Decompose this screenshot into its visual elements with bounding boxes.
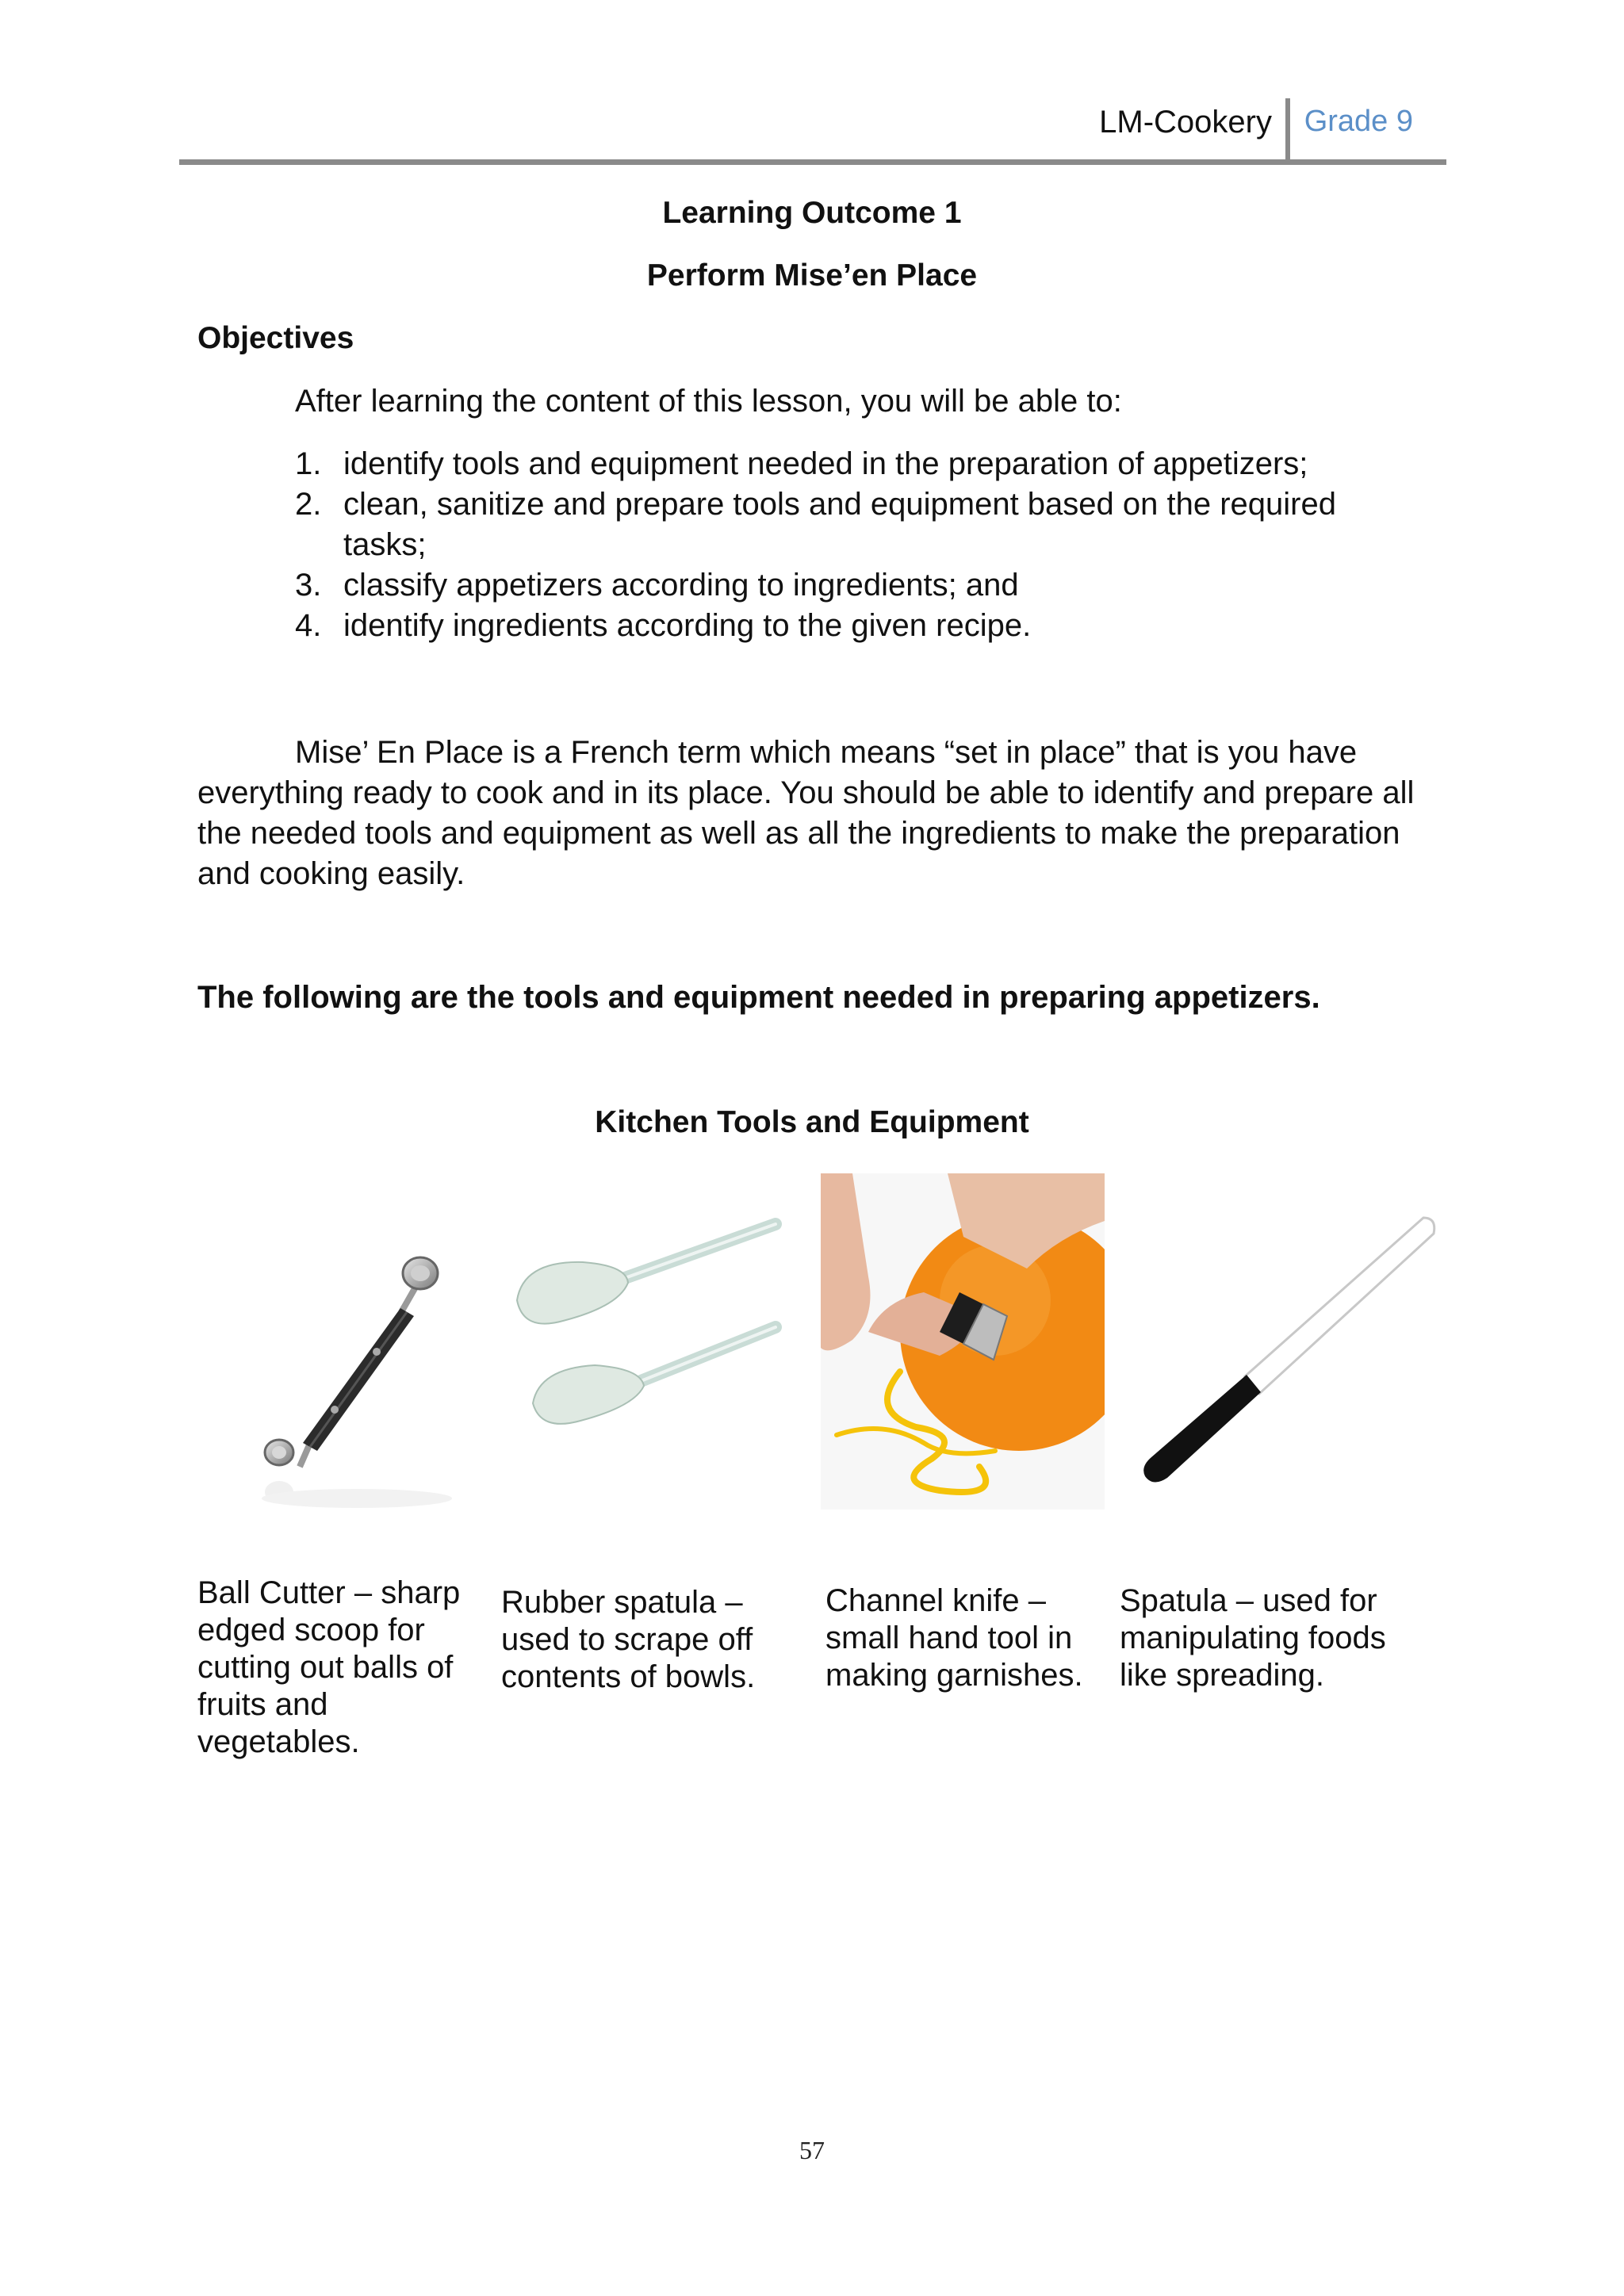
objective-item [295, 484, 1421, 565]
page-number: 57 [799, 2136, 825, 2164]
rubber-spatula-caption: Rubber spatula – used to scrape off contents of bowls. [501, 1585, 756, 1694]
page-header [179, 94, 1446, 165]
spatula-icon [1126, 1205, 1443, 1490]
tools-heading: The following are the tools and equipment needed in preparing appetizers. [197, 980, 1320, 1015]
outcome-title: Learning Outcome 1 [662, 196, 962, 230]
objectives-heading: Objectives [197, 321, 354, 355]
objective-text: identify tools and equipment needed in the preparation of appetizers; [343, 446, 1308, 481]
outcome-subtitle: Perform Mise’en Place [646, 258, 978, 293]
rubber-spatula-icon [508, 1213, 793, 1451]
objective-text: classify appetizers according to ingredients; and [343, 568, 1019, 603]
spatula-caption: Spatula – used for manipulating foods like spreading. [1120, 1583, 1386, 1693]
objective-item [295, 606, 1421, 646]
header-divider [1285, 98, 1290, 160]
objectives-intro: After learning the content of this lesson, you will be able to: [295, 384, 1122, 419]
objective-item [295, 565, 1421, 606]
objective-number: 3. [295, 568, 322, 603]
mise-en-place-paragraph: Mise’ En Place is a French term which means “set in place” that is you have everything ready to cook and in its place. You should be able to identify and prepare all the needed tools and equipment as well as all the ingredients to make the preparation and cooking easily. [197, 735, 1415, 891]
header-subject: LM-Cookery [1099, 105, 1272, 140]
ball-cutter-caption: Ball Cutter – sharp edged scoop for cutting out balls of fruits and vegetables. [197, 1575, 461, 1759]
header-grade: Grade 9 [1304, 105, 1413, 138]
channel-knife-caption: Channel knife – small hand tool in making garnishes. [825, 1583, 1083, 1693]
header-rule [179, 159, 1446, 165]
objective-text: identify ingredients according to the given recipe. [343, 608, 1032, 643]
objective-number: 4. [295, 608, 322, 643]
objective-text: clean, sanitize and prepare tools and equipment based on the required tasks; [343, 487, 1336, 562]
channel-knife-icon [821, 1173, 1105, 1510]
objective-number: 2. [295, 487, 322, 522]
objective-item [295, 444, 1421, 484]
ball-cutter-icon [238, 1237, 468, 1538]
objective-number: 1. [295, 446, 322, 481]
objectives-list [295, 444, 1421, 646]
section-title: Kitchen Tools and Equipment [595, 1105, 1029, 1139]
